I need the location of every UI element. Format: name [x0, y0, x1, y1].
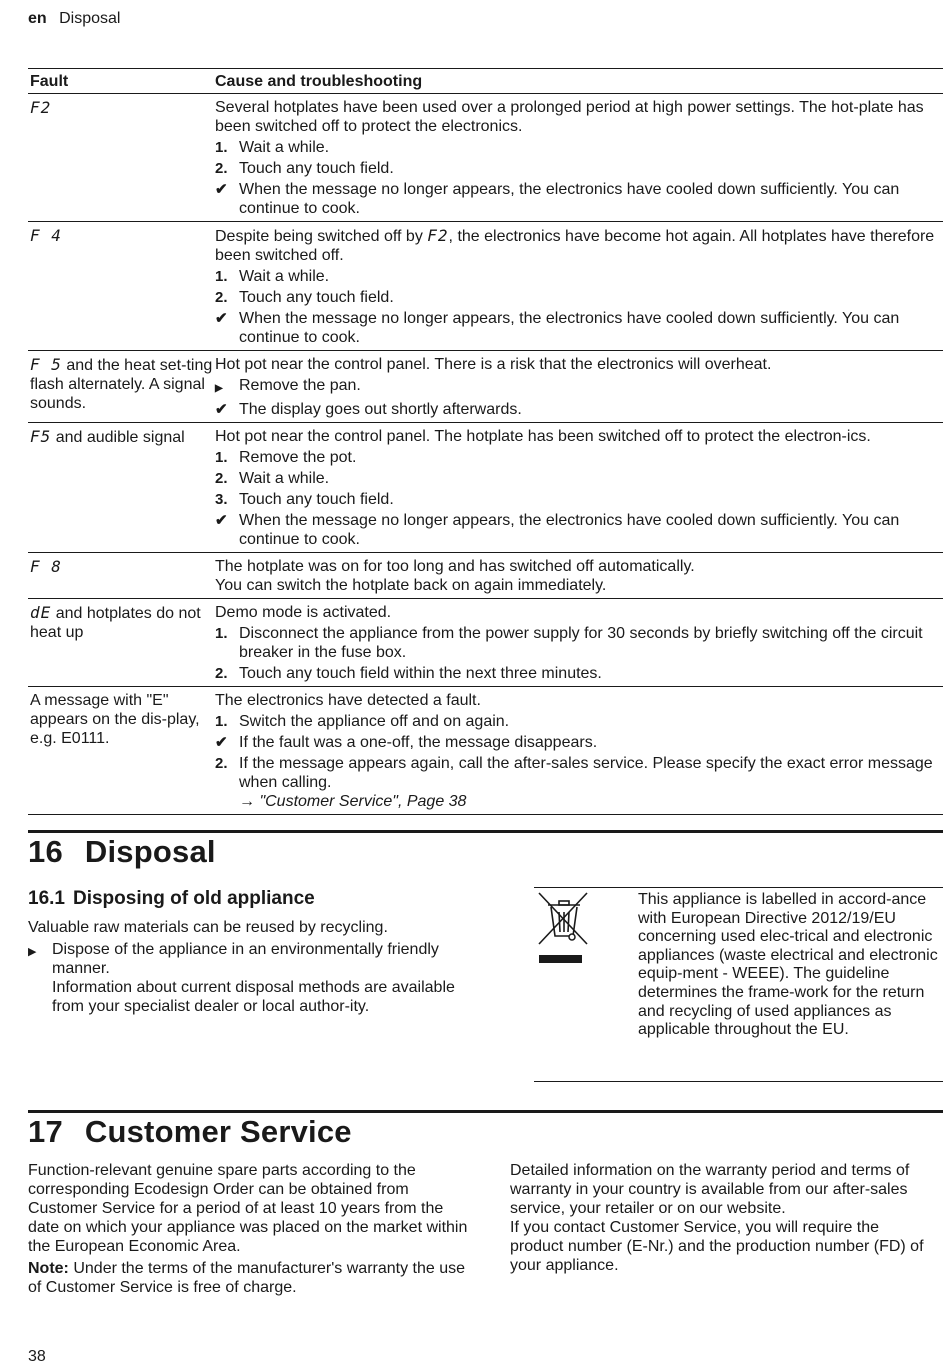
weee-info-box [534, 887, 943, 1082]
check-icon: ✔ [215, 181, 228, 198]
check-icon: ✔ [215, 401, 228, 418]
step: 2. Wait a while. [215, 470, 330, 487]
fault-code: F2 [30, 98, 52, 117]
result: ✔ If the fault was a one-off, the message disappears. [215, 734, 598, 751]
fault-cell: F 5 and the heat set-ting flash alternately. A signal sounds. [30, 355, 213, 412]
bullet-icon: ▶ [215, 383, 223, 394]
fault-cell: F5 and audible signal [30, 427, 185, 446]
section-16-title: 16 Disposal [28, 834, 216, 869]
result: ✔ The display goes out shortly afterwards. [215, 401, 522, 418]
check-icon: ✔ [215, 310, 228, 327]
weee-text: This appliance is labelled in accord-ance with European Directive 2012/19/EU concerning used elec-trical and electronic appliances (waste electrical and electronic equip-ment - WEEE). The guideline determines the frame-work for the return and recycling of used appliances as applicable throughout the EU. [638, 891, 938, 1039]
crossed-out-bin-icon [534, 888, 594, 968]
step: 2. If the message appears again, call the after-sales service. Please specify the exact error message when calling. [215, 755, 933, 791]
result: ✔ When the message no longer appears, the electronics have cooled down sufficiently. You can continue to cook. [215, 310, 900, 346]
spare-parts-text: Function-relevant genuine spare parts according to the corresponding Ecodesign Order can be obtained from Customer Service for a period of at least 10 years from the date on which your appliance was placed on the market within the European Economic Area. [28, 1162, 468, 1255]
table-row [28, 423, 943, 553]
cause-text: You can switch the hotplate back on again immediately. [215, 577, 607, 594]
table-row [28, 553, 943, 599]
disposal-instruction: ▶ Dispose of the appliance in an environmentally friendly manner. Information about current disposal methods are available from your specialist dealer or local author-ity. [28, 941, 455, 1015]
section-divider [28, 830, 943, 833]
language-code: en [28, 10, 47, 27]
table-row [28, 687, 943, 815]
check-icon: ✔ [215, 512, 228, 529]
cause-text: The hotplate was on for too long and has switched off automatically. [215, 558, 695, 575]
page-number: 38 [28, 1348, 46, 1365]
step: 3. Touch any touch field. [215, 491, 394, 508]
result: ✔ When the message no longer appears, the electronics have cooled down sufficiently. You can continue to cook. [215, 512, 900, 548]
action: ▶ Remove the pan. [215, 376, 943, 398]
warranty-note: Note: Under the terms of the manufacturer's warranty the use of Customer Service is free of charge. [28, 1260, 466, 1296]
section-17-title: 17 Customer Service [28, 1114, 352, 1149]
cause-text: Hot pot near the control panel. The hotplate has been switched off to protect the electron-ics. [215, 428, 871, 445]
step: 2. Touch any touch field. [215, 160, 394, 177]
disposal-text [28, 918, 468, 1016]
step: 1. Remove the pot. [215, 449, 357, 466]
cross-reference-link[interactable]: → "Customer Service", Page 38 [239, 793, 467, 810]
step: 1. Disconnect the appliance from the power supply for 30 seconds by briefly switching off the circuit breaker in the fuse box. [215, 625, 923, 661]
warranty-info-text: Detailed information on the warranty period and terms of warranty in your country is available from our after-sales service, your retailer or on our website. [510, 1162, 910, 1217]
cause-text: Hot pot near the control panel. There is a risk that the electronics will overheat. [215, 356, 772, 373]
step: 1. Wait a while. [215, 268, 330, 285]
cause-text: Despite being switched off by F2, the electronics have become hot again. All hotplates have therefore been switched off. [215, 226, 935, 264]
cause-text: Demo mode is activated. [215, 604, 392, 621]
cause-text: Several hotplates have been used over a prolonged period at high power settings. The hot-plate has been switched off to protect the electronics. [215, 99, 924, 135]
check-icon: ✔ [215, 734, 228, 751]
fault-code: F 8 [30, 557, 62, 576]
fault-table [28, 68, 943, 815]
section-16-1-title: 16.1 Disposing of old appliance [28, 888, 315, 909]
result: ✔ When the message no longer appears, the electronics have cooled down sufficiently. You can continue to cook. [215, 181, 900, 217]
table-row [28, 94, 943, 222]
step: 2. Touch any touch field. [215, 289, 394, 306]
table-row [28, 599, 943, 687]
table-row [28, 351, 943, 423]
contact-info-text: If you contact Customer Service, you will require the product number (E-Nr.) and the production number (FD) of your appliance. [510, 1219, 924, 1274]
step: 2. Touch any touch field within the next three minutes. [215, 665, 602, 682]
disposal-intro: Valuable raw materials can be reused by recycling. [28, 919, 388, 936]
cause-text: The electronics have detected a fault. [215, 692, 481, 709]
col-cause-header: Cause and troubleshooting [215, 73, 423, 90]
bullet-icon: ▶ [28, 946, 37, 958]
table-header [28, 69, 943, 94]
fault-cell: dE and hotplates do not heat up [30, 603, 201, 641]
table-row [28, 222, 943, 351]
col-fault-header: Fault [30, 73, 69, 90]
fault-cell: A message with "E" appears on the dis-play, e.g. E0111. [30, 692, 200, 747]
customer-service-left [28, 1161, 468, 1300]
section-divider [28, 1110, 943, 1113]
header-section: Disposal [59, 10, 121, 27]
step: 1. Wait a while. [215, 139, 330, 156]
page-header [28, 10, 120, 28]
fault-code: F 4 [30, 226, 62, 245]
step: 1. Switch the appliance off and on again. [215, 713, 510, 730]
customer-service-right [510, 1161, 930, 1275]
